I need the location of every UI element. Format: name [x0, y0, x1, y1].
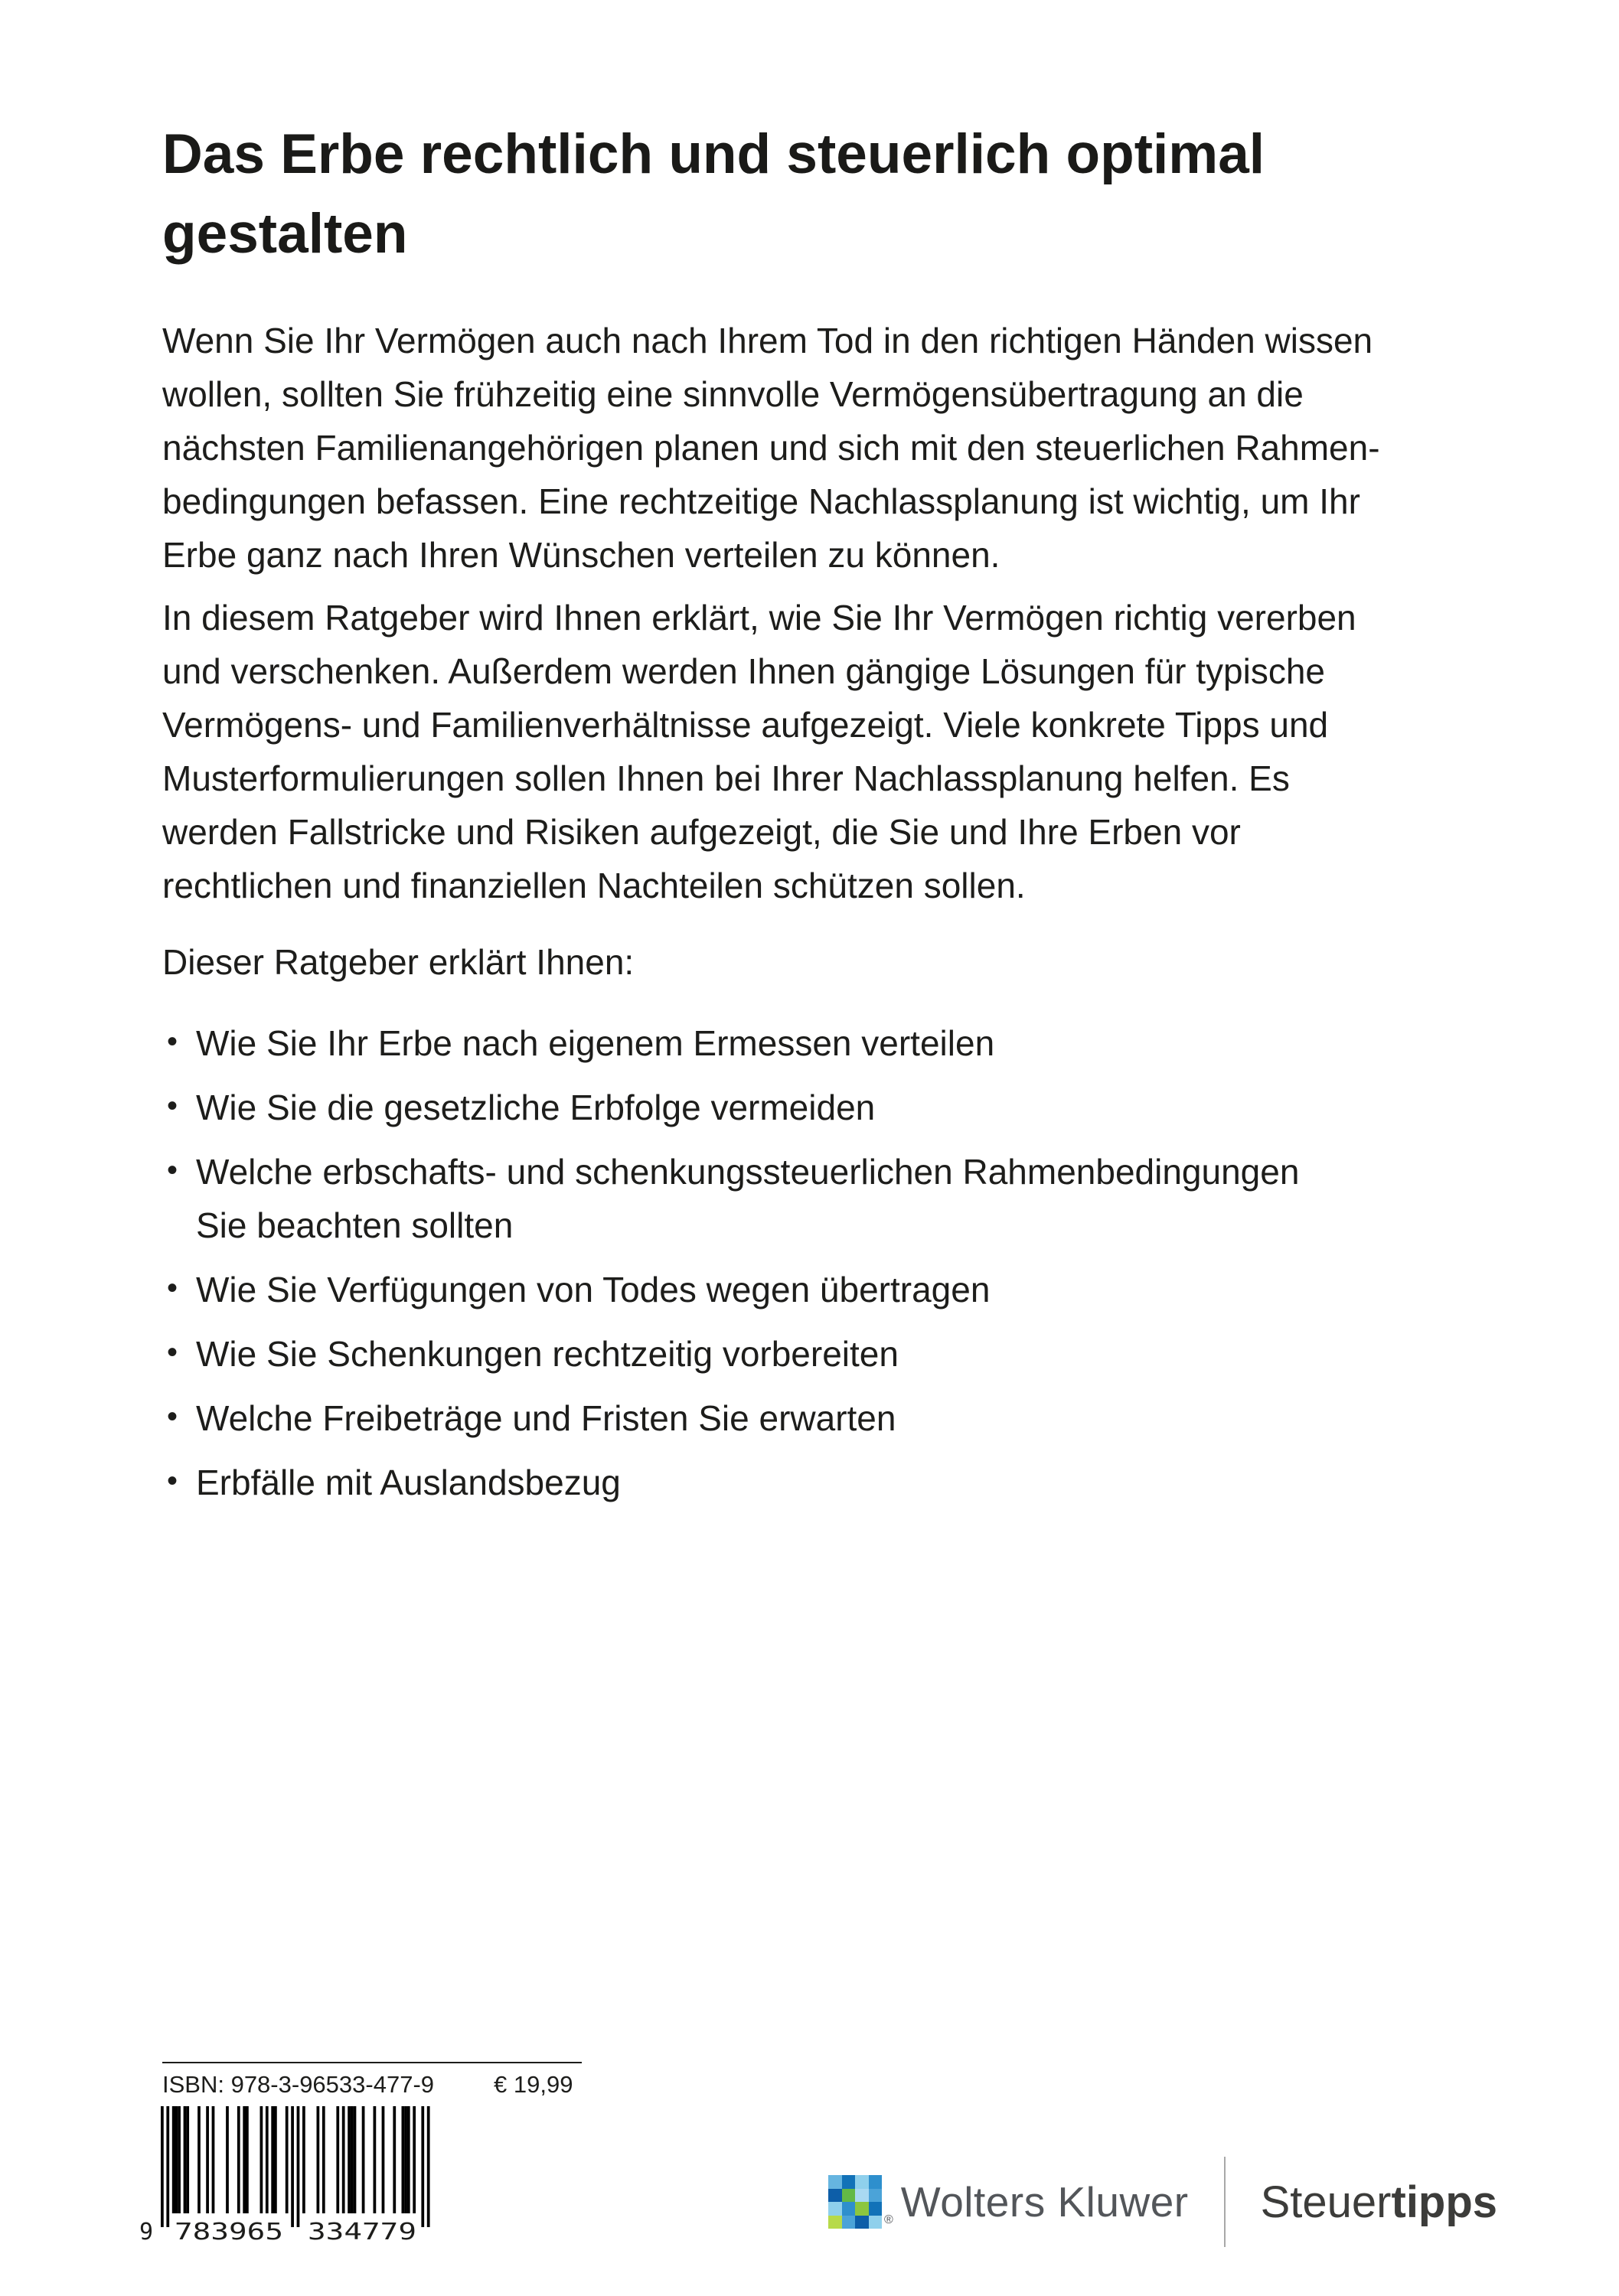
brand-name-bold: tipps — [1391, 2177, 1498, 2227]
list-item — [162, 1327, 1311, 1381]
list-item-text: Wie Sie die gesetzliche Erbfolge vermeiden — [196, 1088, 876, 1127]
wolters-kluwer-logo — [828, 2175, 1189, 2229]
bullet-icon: • — [167, 1464, 178, 1498]
brand-name-normal: Steuer — [1260, 2177, 1392, 2227]
vertical-divider — [1224, 2157, 1226, 2247]
list-item — [162, 1081, 1311, 1134]
list-item — [162, 1145, 1311, 1252]
list-item — [162, 1391, 1311, 1445]
list-intro: Dieser Ratgeber erklärt Ihnen: — [162, 942, 635, 982]
list-item-text: Wie Sie Verfügungen von Todes wegen übertragen — [196, 1270, 991, 1309]
intro-paragraph-1: Wenn Sie Ihr Vermögen auch nach Ihrem Tod in den richtigen Händen wissen wollen, sollten Sie frühzeitig eine sinnvolle Vermögensübertragung an die nächsten Familienangehörigen planen und sich mit den steuerlichen Rahmenbedingungen befassen. Eine rechtzeitige Nachlassplanung ist wichtig, um Ihr Erbe ganz nach Ihren Wünschen verteilen zu können. — [162, 321, 1380, 575]
list-item-text: Erbfälle mit Auslandsbezug — [196, 1463, 621, 1502]
cover-text — [162, 115, 1410, 1520]
wolters-kluwer-mosaic-icon — [828, 2175, 882, 2229]
barcode-digits-right: 334779 — [308, 2219, 416, 2244]
bullet-icon: • — [167, 1336, 178, 1369]
registered-trademark-icon: ® — [884, 2213, 893, 2226]
page-title — [162, 115, 1410, 274]
list-item-text: Welche Freibeträge und Fristen Sie erwarten — [196, 1398, 896, 1438]
list-item — [162, 1263, 1311, 1316]
title-line-2: gestalten — [162, 203, 408, 265]
title-line-1: Das Erbe rechtlich und steuerlich optimal — [162, 123, 1265, 185]
bullet-icon: • — [167, 1400, 178, 1433]
barcode-digit-first: 9 — [139, 2219, 154, 2244]
barcode-digits-left: 783965 — [175, 2219, 283, 2244]
list-item-text: Wie Sie Schenkungen rechtzeitig vorbereiten — [196, 1334, 899, 1374]
price-label: € 19,99 — [494, 2071, 573, 2098]
isbn-label: ISBN: 978-3-96533-477-9 — [162, 2071, 435, 2098]
list-item — [162, 1016, 1311, 1070]
bullet-icon: • — [167, 1089, 178, 1123]
topics-list — [162, 1016, 1311, 1509]
steuertipps-logo — [1261, 2177, 1497, 2228]
bullet-icon: • — [167, 1025, 178, 1058]
list-item — [162, 1456, 1311, 1509]
barcode-graphic — [135, 2106, 441, 2244]
isbn-price-row — [162, 2062, 582, 2099]
list-item-text: Welche erbschafts- und schenkungssteuerlichen Rahmenbedingungen Sie beachten sollten — [196, 1152, 1300, 1245]
bullet-icon: • — [167, 1271, 178, 1305]
ean-barcode — [135, 2106, 441, 2248]
bullet-icon: • — [167, 1153, 178, 1187]
list-item-text: Wie Sie Ihr Erbe nach eigenem Ermessen verteilen — [196, 1023, 995, 1063]
publisher-name: Wolters Kluwer — [900, 2178, 1189, 2226]
publisher-brand-row — [828, 2156, 1497, 2248]
intro-paragraph-2: In diesem Ratgeber wird Ihnen erklärt, wie Sie Ihr Vermögen richtig vererben und verschenken. Außerdem werden Ihnen gängige Lösungen für typische Vermögens- und Familienverhältnisse aufgezeigt. Viele konkrete Tipps und Musterformulierungen sollen Ihnen bei Ihrer Nachlassplanung helfen. Es werden Fallstricke und Risiken aufgezeigt, die Sie und Ihre Erben vor rechtlichen und finanziellen Nachteilen schützen sollen. — [162, 598, 1356, 905]
